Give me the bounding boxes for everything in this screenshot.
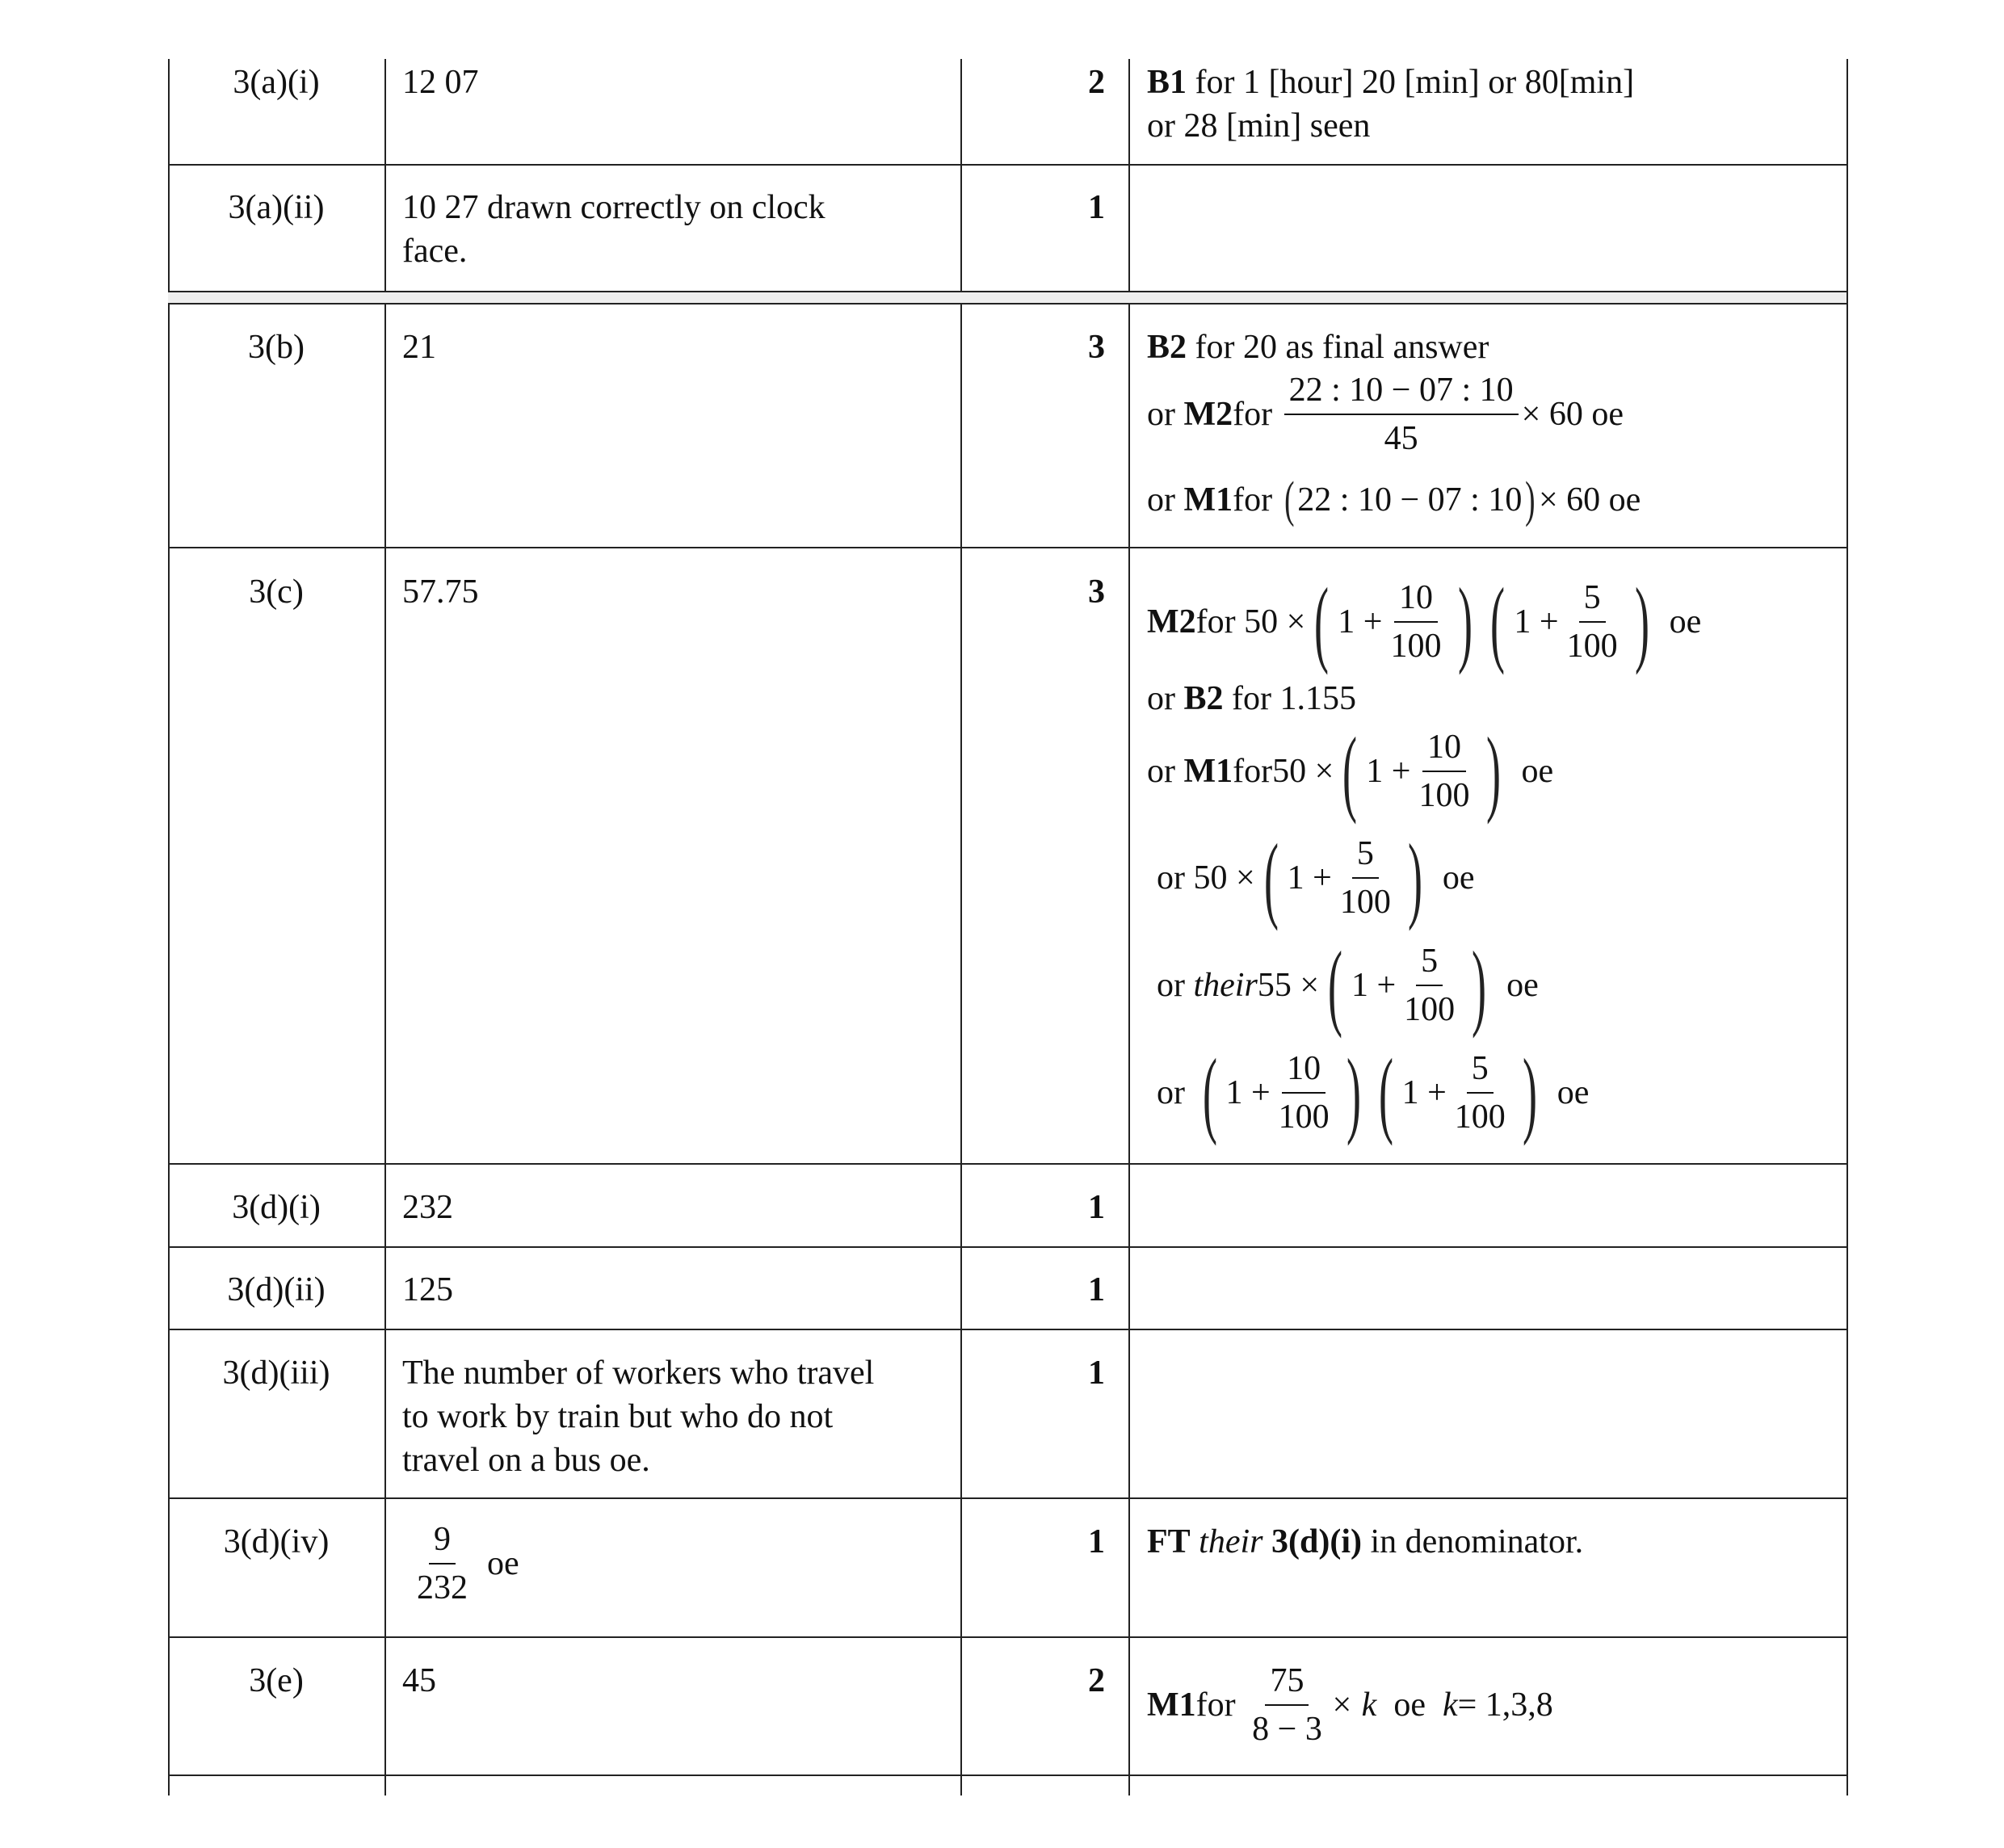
answer-text: 57.75 bbox=[402, 573, 479, 611]
fraction: $\frac{9}{232}$ bbox=[417, 1521, 468, 1606]
guidance-formula: M2 for 50 × ( 1 + $\frac{10}{100}$ ) ( 1 + $\frac{5}{100}$ ) oe bbox=[1147, 568, 1702, 675]
question-part: 3(d)(iii) bbox=[222, 1354, 330, 1392]
marks-value: 1 bbox=[1088, 1354, 1105, 1392]
fraction: $\frac{10}{100}$ bbox=[1418, 729, 1470, 814]
answer-text: 10 27 drawn correctly on clock face. bbox=[402, 189, 826, 270]
column-divider-marks bbox=[1128, 59, 1130, 1796]
table-border-right bbox=[1846, 59, 1848, 1796]
answer-fraction: $\frac{9}{232}$ oe bbox=[409, 1522, 519, 1605]
row-divider bbox=[168, 303, 1846, 304]
answer-text: 12 07 bbox=[402, 64, 479, 101]
answer-text: The number of workers who travel to work by train but who do not travel on a bus oe. bbox=[402, 1354, 875, 1479]
guidance-formula: or ( 1 + $\frac{10}{100}$ ) ( 1 + $\frac{5}{100}$ ) oe bbox=[1157, 1039, 1590, 1146]
fraction: $\frac{75}{8 - 3}$ bbox=[1252, 1662, 1322, 1748]
section-gap-band bbox=[168, 292, 1846, 303]
row-divider bbox=[168, 1497, 1846, 1499]
fraction: $\frac{10}{100}$ bbox=[1278, 1050, 1330, 1136]
marks-value: 1 bbox=[1088, 1271, 1105, 1308]
guidance-formula: M1 for $\frac{75}{8 - 3}$ × k oe k = 1,3,8 bbox=[1147, 1662, 1553, 1748]
answer-text: 21 bbox=[402, 329, 436, 366]
fraction: $\frac{5}{100}$ bbox=[1404, 943, 1456, 1028]
fraction: $\frac{5}{100}$ bbox=[1339, 835, 1391, 921]
answer-text: 125 bbox=[402, 1271, 453, 1308]
marks-value: 2 bbox=[1088, 1662, 1105, 1699]
marks-value: 3 bbox=[1088, 329, 1105, 366]
row-divider bbox=[168, 547, 1846, 548]
question-part: 3(c) bbox=[249, 573, 304, 611]
question-part: 3(e) bbox=[249, 1662, 304, 1699]
marks-value: 1 bbox=[1088, 189, 1105, 226]
fraction: $\frac{5}{100}$ bbox=[1566, 579, 1618, 665]
guidance-formula: or M1 for ( 22 : 10 − 07 : 10 ) × 60 oe bbox=[1147, 472, 1641, 527]
question-part: 3(a)(i) bbox=[233, 64, 320, 101]
question-part: 3(d)(ii) bbox=[227, 1271, 326, 1308]
guidance-text: or B2 for 1.155 bbox=[1147, 680, 1356, 717]
question-part: 3(a)(ii) bbox=[228, 189, 325, 226]
row-divider bbox=[168, 1246, 1846, 1248]
marks-value: 1 bbox=[1088, 1189, 1105, 1226]
row-divider bbox=[168, 1163, 1846, 1165]
guidance-formula: or their 55 × ( 1 + $\frac{5}{100}$ ) oe bbox=[1157, 931, 1539, 1039]
fraction: $\frac{5}{100}$ bbox=[1454, 1050, 1506, 1136]
question-part: 3(d)(iv) bbox=[223, 1523, 330, 1560]
row-divider bbox=[168, 1329, 1846, 1330]
question-part: 3(d)(i) bbox=[232, 1189, 321, 1226]
row-divider bbox=[168, 164, 1846, 166]
answer-text: 45 bbox=[402, 1662, 436, 1699]
guidance-text: B2 for 20 as final answer bbox=[1147, 329, 1489, 366]
guidance-formula: or 50 × ( 1 + $\frac{5}{100}$ ) oe bbox=[1157, 824, 1475, 931]
answer-text: 232 bbox=[402, 1189, 453, 1226]
mark-code: B1 bbox=[1147, 64, 1187, 101]
fraction: $\frac{22 : 10 - 07 : 10}{45}$ bbox=[1284, 373, 1519, 456]
guidance-formula: or M1 for 50 × ( 1 + $\frac{10}{100}$ ) oe bbox=[1147, 717, 1554, 825]
row-divider bbox=[168, 1774, 1846, 1776]
column-divider-part bbox=[384, 59, 386, 1796]
guidance-text: FT their 3(d)(i) in denominator. bbox=[1147, 1523, 1584, 1560]
guidance-formula: or M2 for $\frac{22 : 10 - 07 : 10}{45}$ × 60 oe bbox=[1147, 372, 1624, 457]
row-divider bbox=[168, 291, 1846, 292]
question-part: 3(b) bbox=[248, 329, 305, 366]
marks-value: 2 bbox=[1088, 64, 1105, 101]
marks-value: 1 bbox=[1088, 1523, 1105, 1560]
guidance-text: B1 for 1 [hour] 20 [min] or 80[min] or 28 [min] seen bbox=[1147, 64, 1635, 145]
fraction: $\frac{10}{100}$ bbox=[1390, 579, 1442, 665]
row-divider bbox=[168, 1636, 1846, 1638]
marks-value: 3 bbox=[1088, 573, 1105, 611]
